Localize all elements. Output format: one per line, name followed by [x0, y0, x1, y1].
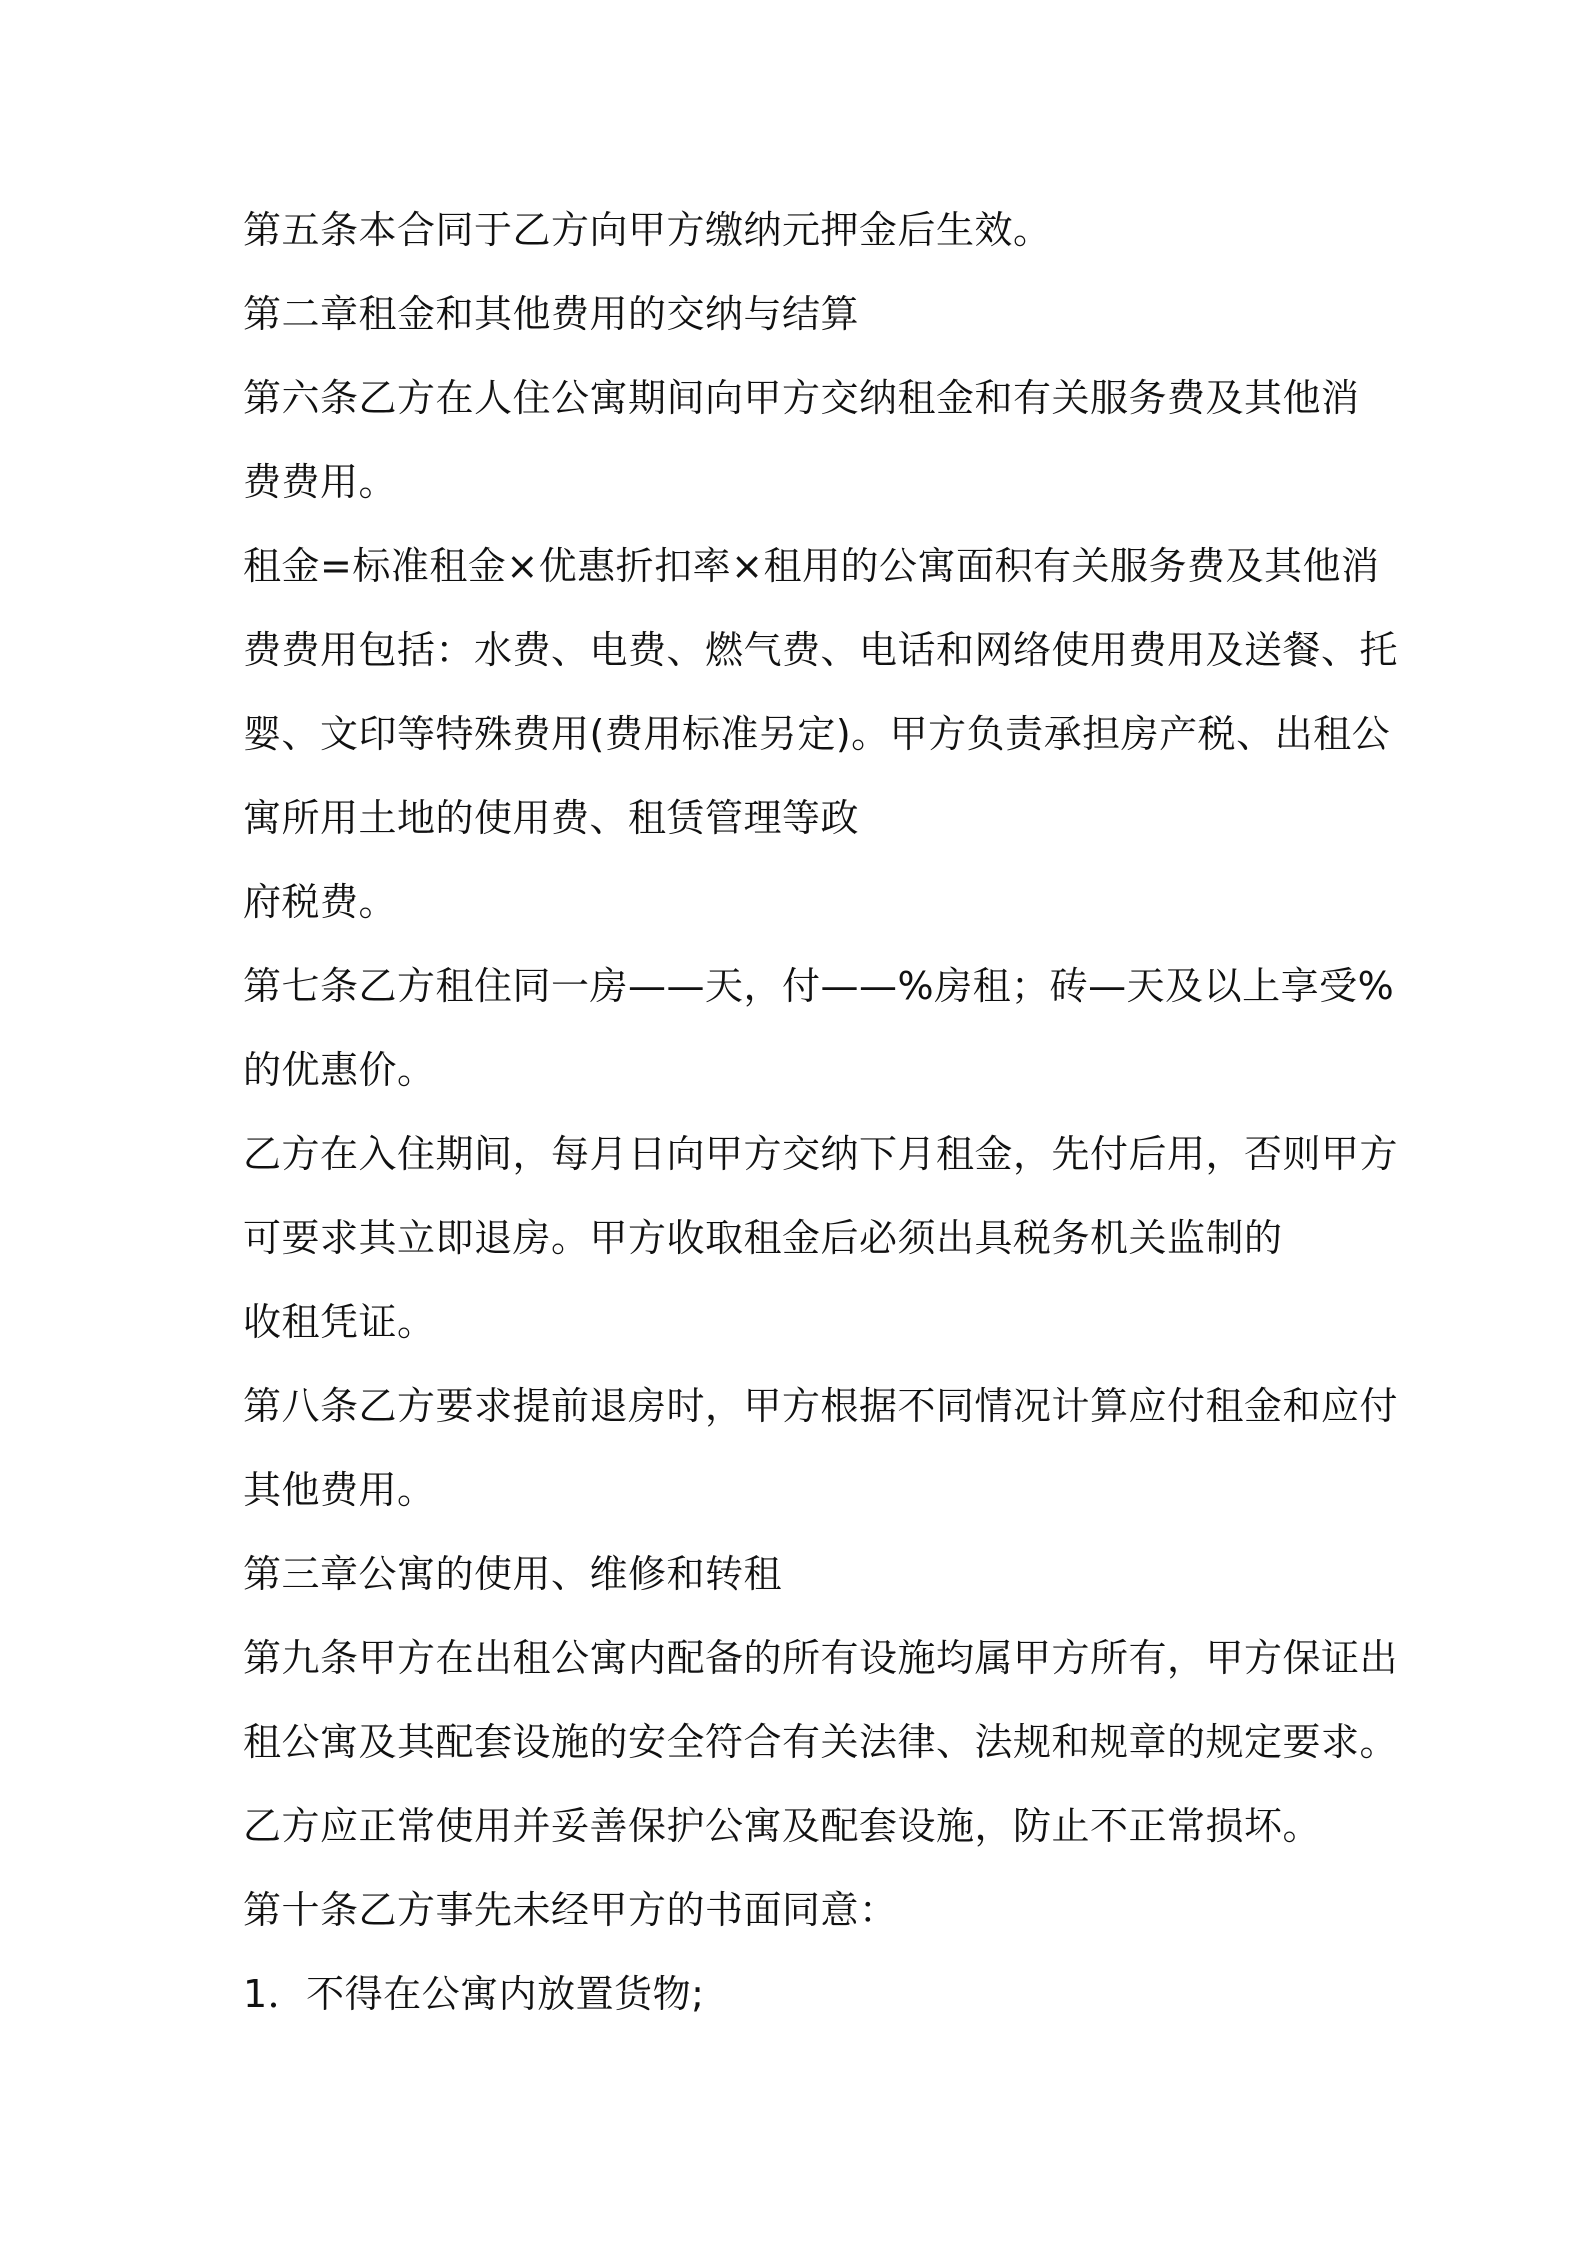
rent-formula-line-1: 租金=标准租金×优惠折扣率×租用的公寓面积有关服务费及其他消: [243, 544, 1380, 588]
rent-formula-line-4: 寓所用土地的使用费、租赁管理等政: [243, 796, 860, 840]
clause-9-line-3: 乙方应正常使用并妥善保护公寓及配套设施，防止不正常损坏。: [243, 1804, 1322, 1848]
rent-formula-line-2: 费费用包括：水费、电费、燃气费、电话和网络使用费用及送餐、托: [243, 628, 1399, 672]
clause-7-line-2: 的优惠价。: [243, 1048, 436, 1092]
chapter-2-heading: 第二章租金和其他费用的交纳与结算: [243, 292, 860, 336]
clause-8-line-1: 第八条乙方要求提前退房时，甲方根据不同情况计算应付租金和应付: [243, 1384, 1399, 1428]
monthly-rent-line-2: 可要求其立即退房。甲方收取租金后必须出具税务机关监制的: [243, 1216, 1283, 1260]
chapter-3-heading: 第三章公寓的使用、维修和转租: [243, 1552, 783, 1596]
clause-9-line-1: 第九条甲方在出租公寓内配备的所有设施均属甲方所有，甲方保证出: [243, 1636, 1399, 1680]
rent-formula-line-5: 府税费。: [243, 880, 398, 924]
clause-9-line-2: 租公寓及其配套设施的安全符合有关法律、法规和规章的规定要求。: [243, 1720, 1399, 1764]
clause-10-heading: 第十条乙方事先未经甲方的书面同意：: [243, 1888, 898, 1932]
clause-6-line-1: 第六条乙方在人住公寓期间向甲方交纳租金和有关服务费及其他消: [243, 376, 1360, 420]
rent-formula-line-3: 婴、文印等特殊费用(费用标准另定)。甲方负责承担房产税、出租公: [243, 712, 1391, 756]
monthly-rent-line-1: 乙方在入住期间，每月日向甲方交纳下月租金，先付后用，否则甲方: [243, 1132, 1399, 1176]
clause-8-line-2: 其他费用。: [243, 1468, 436, 1512]
clause-7-line-1: 第七条乙方租住同一房——天，付——%房租；砖—天及以上享受%: [243, 964, 1395, 1008]
clause-6-line-2: 费费用。: [243, 460, 398, 504]
monthly-rent-line-3: 收租凭证。: [243, 1300, 436, 1344]
clause-10-item-1: 1．不得在公寓内放置货物;: [243, 1972, 705, 2016]
clause-5: 第五条本合同于乙方向甲方缴纳元押金后生效。: [243, 208, 1052, 252]
